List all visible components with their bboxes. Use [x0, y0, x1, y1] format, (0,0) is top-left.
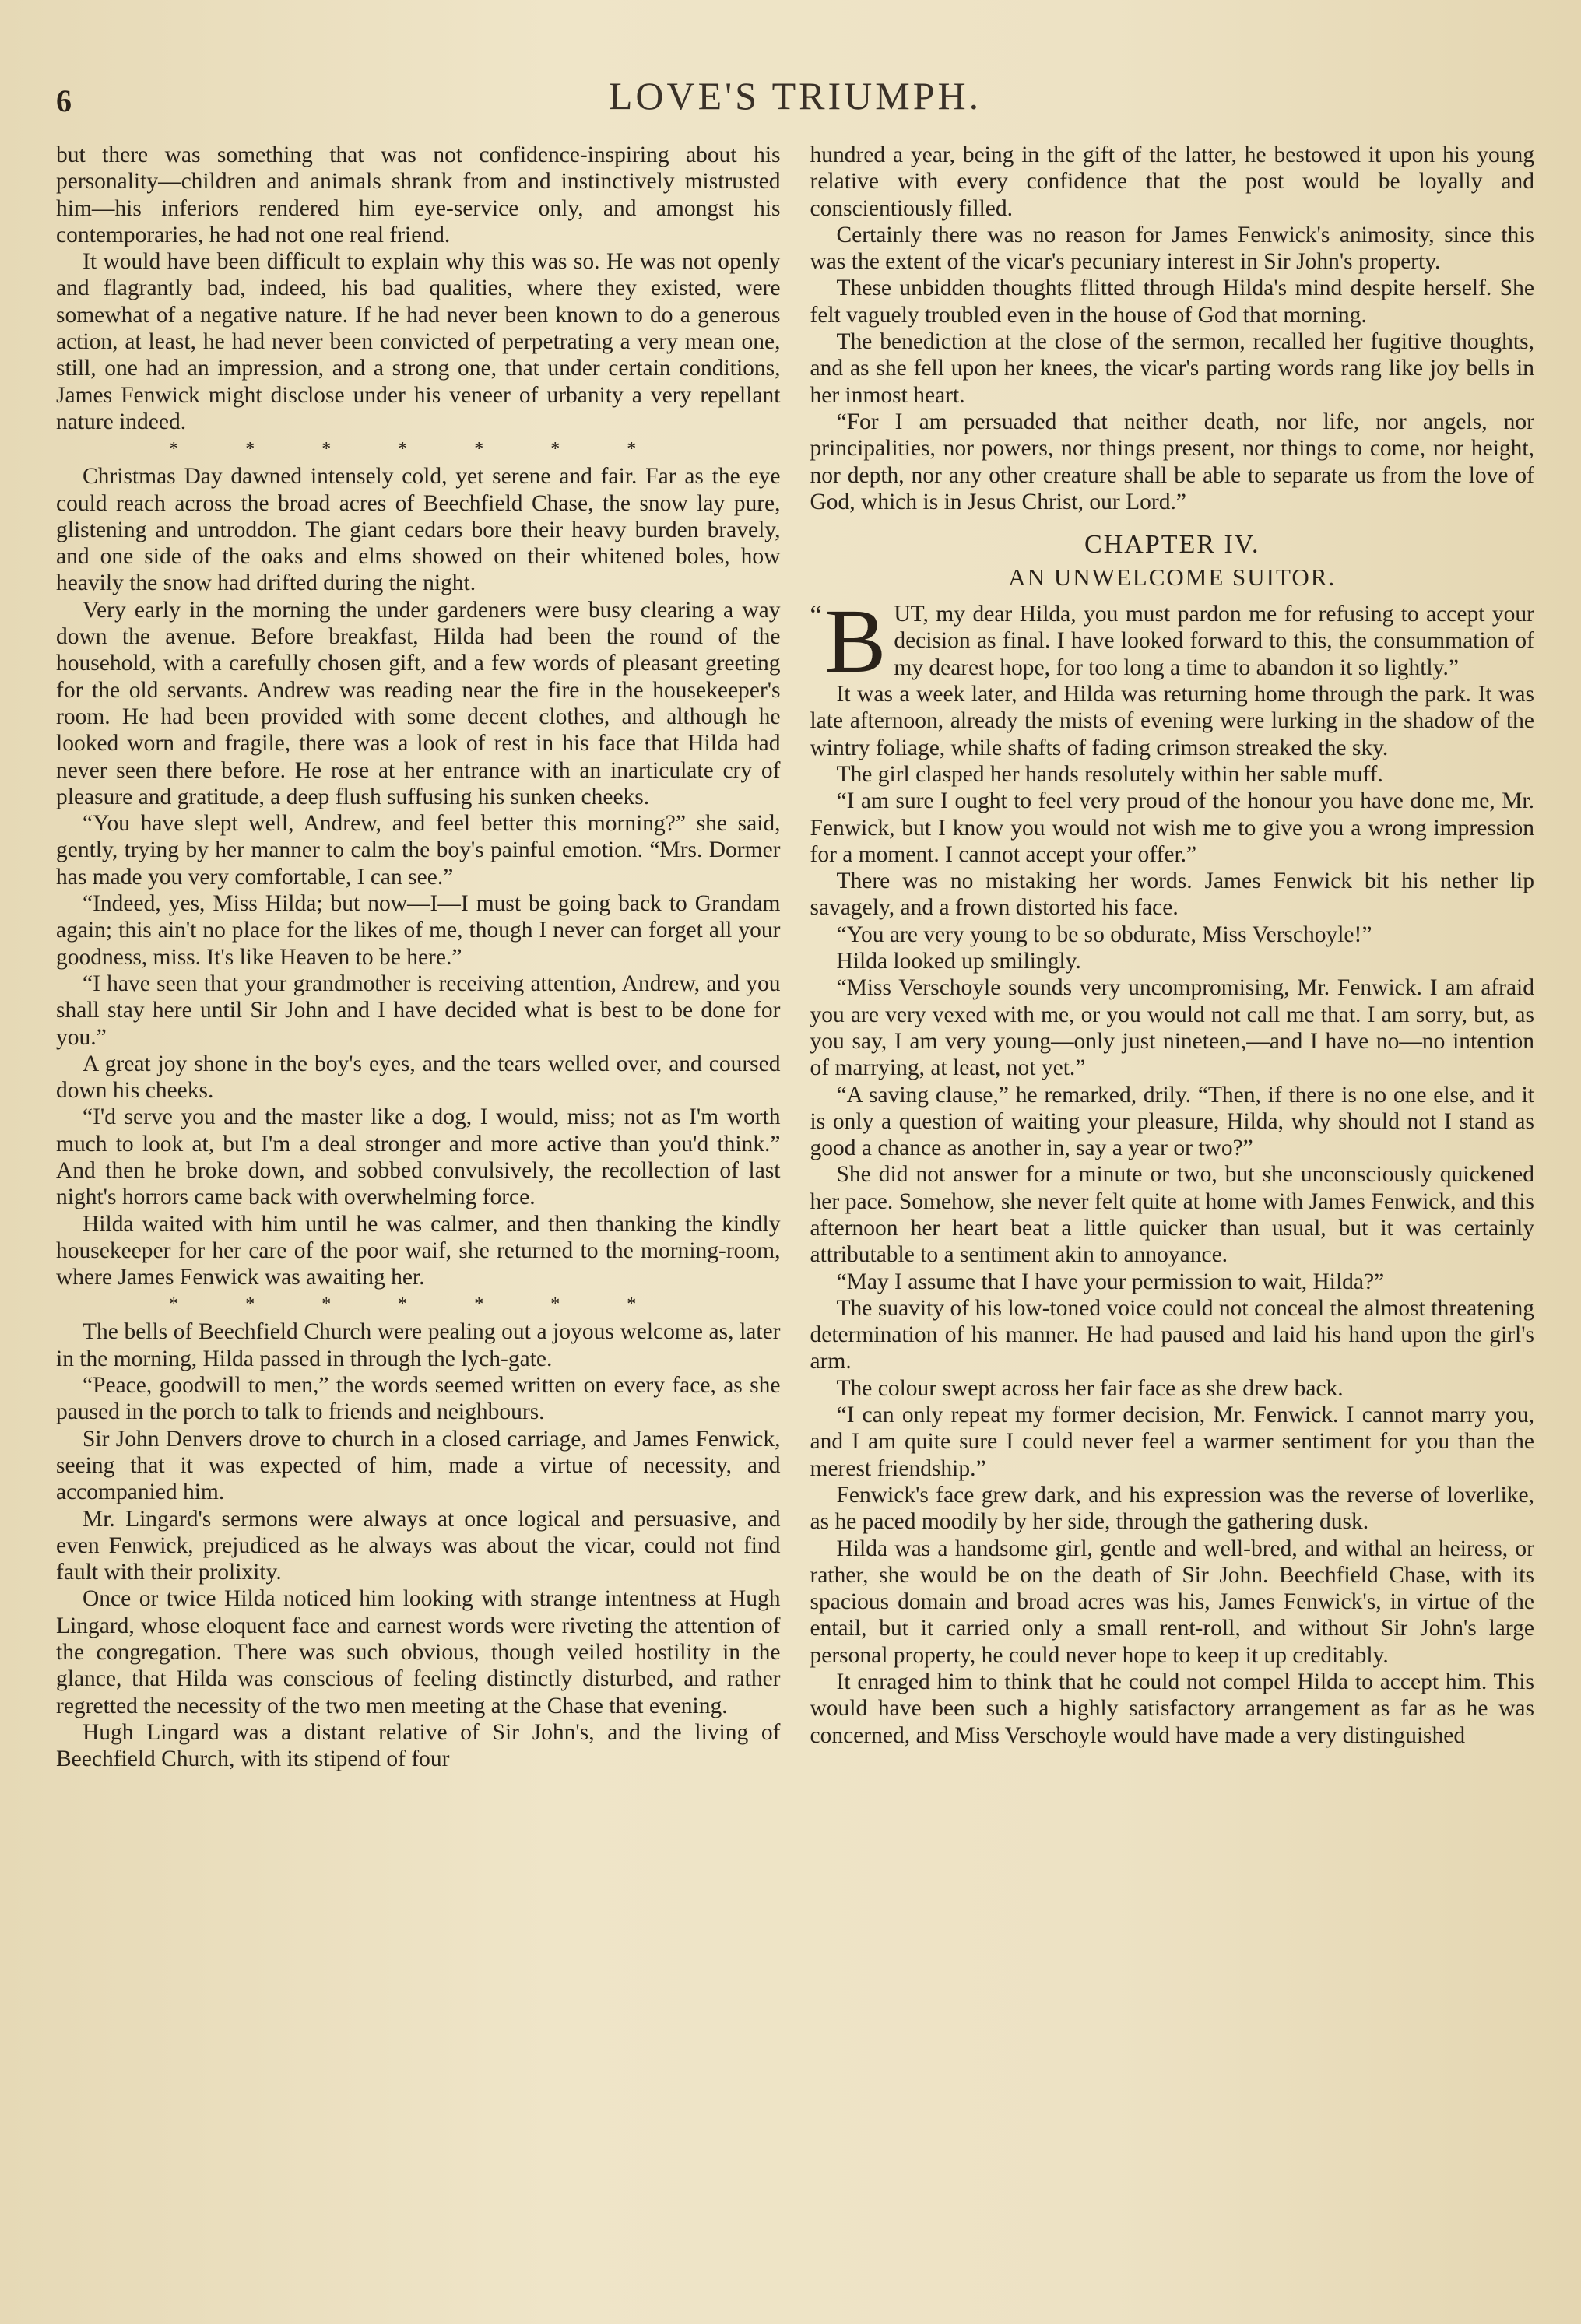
paragraph: The girl clasped her hands resolutely within her sable muff. — [836, 761, 1383, 787]
text-columns — [56, 142, 1534, 2293]
page-header — [56, 68, 1534, 123]
paragraph: Christmas Day dawned intensely cold, yet serene and fair. Far as the eye could reach across the broad acres of Beechfield Chase, the snow lay pure, glistening and untroddon. The giant cedars bore their heavy burden bravely, and one side of the oaks and elms showed on their whitened boles, how heavily the snow had drifted during the night. — [56, 464, 781, 596]
drop-cap: B — [824, 590, 887, 693]
paragraph: “You are very young to be so obdurate, Miss Verschoyle!” — [836, 922, 1372, 947]
paragraph: “I am sure I ought to feel very proud of the honour you have done me, Mr. Fenwick, but I know you would not wish me to give you a wrong impression for a moment. I cannot accept your offer.” — [810, 788, 1534, 867]
chapter-heading: CHAPTER IV. — [1084, 530, 1260, 560]
paragraph: These unbidden thoughts flitted through Hilda's mind despite herself. She felt vaguely troubled even in the house of God that morning. — [810, 276, 1534, 328]
paragraph: The bells of Beechfield Church were pealing out a joyous welcome as, later in the morning, Hilda passed in through the lych-gate. — [56, 1319, 781, 1371]
section-break-stars: * * * * * * * — [169, 1294, 668, 1315]
paragraph: “A saving clause,” he remarked, drily. “Then, if there is no one else, and it is only a question of waiting your pleasure, Hilda, why should not I stand as good a chance as another in, say a year or two?” — [810, 1082, 1534, 1161]
section-break-stars: * * * * * * * — [169, 439, 668, 460]
paragraph: Hugh Lingard was a distant relative of Sir John's, and the living of Beechfield Church, with its stipend of four — [56, 1719, 781, 1772]
paragraph: UT, my dear Hilda, you must pardon me for refusing to accept your decision as final. I have looked forward to this, the consummation of my dearest hope, for too long a time to abandon it so lightly.” — [894, 602, 1534, 680]
paragraph: It enraged him to think that he could not compel Hilda to accept him. This would have been such a highly satisfactory arrangement as far as he was concerned, and Miss Verschoyle would have made a very distinguished — [810, 1669, 1534, 1748]
paragraph: Sir John Denvers drove to church in a closed carriage, and James Fenwick, seeing that it was expected of him, made a virtue of necessity, and accompanied him. — [56, 1426, 781, 1505]
running-title: LOVE'S TRIUMPH. — [608, 74, 982, 118]
paragraph: A great joy shone in the boy's eyes, and the tears welled over, and coursed down his cheeks. — [56, 1051, 781, 1104]
paragraph: but there was something that was not confidence-inspiring about his personality—children and animals shrank from and instinctively mistrusted him—his inferiors rendered him eye-service only, and amongst his contemporaries, he had not one real friend. — [56, 142, 781, 247]
paragraph: “You have slept well, Andrew, and feel better this morning?” she said, gently, trying by her manner to calm the boy's painful emotion. “Mrs. Dormer has made you very comfortable, I can see.” — [56, 811, 781, 890]
paragraph: Certainly there was no reason for James Fenwick's animosity, since this was the extent of the vicar's pecuniary interest in Sir John's property. — [810, 222, 1534, 275]
paragraph: “Indeed, yes, Miss Hilda; but now—I—I must be going back to Grandam again; this ain't no place for the likes of me, though I never can forget all your goodness, miss. It's like Heaven to be here.” — [56, 891, 781, 970]
chapter-title: AN UNWELCOME SUITOR. — [1008, 563, 1337, 592]
paragraph: “I'd serve you and the master like a dog, I would, miss; not as I'm worth much to look at, but I'm a deal stronger and more active than you'd think.” And then he broke down, and sobbed convulsively, the recollection of last night's horrors came back with overwhelming force. — [56, 1104, 781, 1210]
right-column — [810, 142, 1535, 2293]
paragraph: “I have seen that your grandmother is receiving attention, Andrew, and you shall stay here until Sir John and I have decided what is best to be done for you.” — [56, 971, 781, 1050]
paragraph: It would have been difficult to explain why this was so. He was not openly and flagrantly bad, indeed, his bad qualities, where they existed, were somewhat of a negative nature. If he had never been known to do a generous action, at least, he had never been convicted of perpetrating a very mean one, still, one had an impression, and a strong one, that under certain conditions, James Fenwick might disclose under his veneer of urbanity a very repellant nature indeed. — [56, 249, 781, 434]
paragraph: “Miss Verschoyle sounds very uncompromising, Mr. Fenwick. I am afraid you are very vexed with me, or you would not call me that. I am sorry, but, as you say, I am very young—only just nineteen,—and I have no—no intention of marrying, at least, not yet.” — [810, 975, 1534, 1081]
paragraph: hundred a year, being in the gift of the latter, he bestowed it upon his young relative with every confidence that the post would be loyally and conscientiously filled. — [810, 142, 1534, 221]
paragraph: Hilda waited with him until he was calmer, and then thanking the kindly housekeeper for her care of the poor waif, she returned to the morning-room, where James Fenwick was awaiting her. — [56, 1211, 781, 1290]
paragraph: There was no mistaking her words. James Fenwick bit his nether lip savagely, and a frown distorted his face. — [810, 869, 1534, 921]
paragraph: The colour swept across her fair face as she drew back. — [836, 1375, 1344, 1401]
paragraph: Hilda was a handsome girl, gentle and well-bred, and withal an heiress, or rather, she would be on the death of Sir John. Beechfield Chase, with its spacious domain and broad acres was his, James Fenwick's, in virtue of the entail, but it carried only a small rent-roll, and without Sir John's large personal property, he could never hope to keep it up creditably. — [810, 1536, 1534, 1668]
paragraph: Hilda looked up smilingly. — [836, 949, 1081, 974]
paragraph: Once or twice Hilda noticed him looking with strange intentness at Hugh Lingard, whose eloquent face and earnest words were riveting the attention of the congregation. There was such obvious, though veiled hostility in the glance, that Hilda was conscious of feeling distinctly disturbed, and rather regretted the necessity of the two men meeting at the Chase that evening. — [56, 1586, 781, 1718]
scripture-quote: “For I am persuaded that neither death, nor life, nor angels, nor principalities, nor powers, nor things present, nor things to come, nor height, nor depth, nor any other creature shall be able to separate us from the love of God, which is in Jesus Christ, our Lord.” — [810, 409, 1534, 514]
opening-quote-mark: “ — [810, 601, 822, 630]
paragraph: “May I assume that I have your permission to wait, Hilda?” — [836, 1269, 1385, 1294]
paragraph: “I can only repeat my former decision, Mr. Fenwick. I cannot marry you, and I am quite sure I could never feel a warmer sentiment for you than the merest friendship.” — [810, 1402, 1534, 1481]
paragraph: The benediction at the close of the sermon, recalled her fugitive thoughts, and as she fell upon her knees, the vicar's parting words rang like joy bells in her inmost heart. — [810, 329, 1534, 408]
paragraph: “Peace, goodwill to men,” the words seemed written on every face, as she paused in the porch to talk to friends and neighbours. — [56, 1373, 781, 1425]
paragraph: She did not answer for a minute or two, but she unconsciously quickened her pace. Somehow, she never felt quite at home with James Fenwick, and this afternoon her heart beat a little quicker than usual, but it was certainly attributable to a sentiment akin to annoyance. — [810, 1162, 1534, 1268]
page-number: 6 — [56, 83, 72, 118]
chapter-opening — [810, 590, 1535, 693]
paragraph: Mr. Lingard's sermons were always at once logical and persuasive, and even Fenwick, prejudiced as he always was about the vicar, could not find fault with their prolixity. — [56, 1506, 781, 1585]
left-column — [56, 142, 781, 2293]
paragraph: The suavity of his low-toned voice could not conceal the almost threatening determination of his manner. He had paused and laid his hand upon the girl's arm. — [810, 1295, 1534, 1374]
paragraph: Fenwick's face grew dark, and his expression was the reverse of loverlike, as he paced moodily by her side, through the gathering dusk. — [810, 1482, 1534, 1535]
paragraph: It was a week later, and Hilda was returning home through the park. It was late afternoon, already the mists of evening were lurking in the shadow of the wintry foliage, while shafts of fading crimson streaked the sky. — [810, 682, 1534, 760]
paragraph: Very early in the morning the under gardeners were busy clearing a way down the avenue. Before breakfast, Hilda had been the round of the household, with a carefully chosen gift, and a few words of pleasant greeting for the old servants. Andrew was reading near the fire in the housekeeper's room. He had been provided with some decent clothes, and although he looked worn and fragile, there was a look of rest in his face that Hilda had never seen there before. He rose at her entrance with an inarticulate cry of pleasure and gratitude, a deep flush suffusing his sunken cheeks. — [56, 597, 781, 809]
